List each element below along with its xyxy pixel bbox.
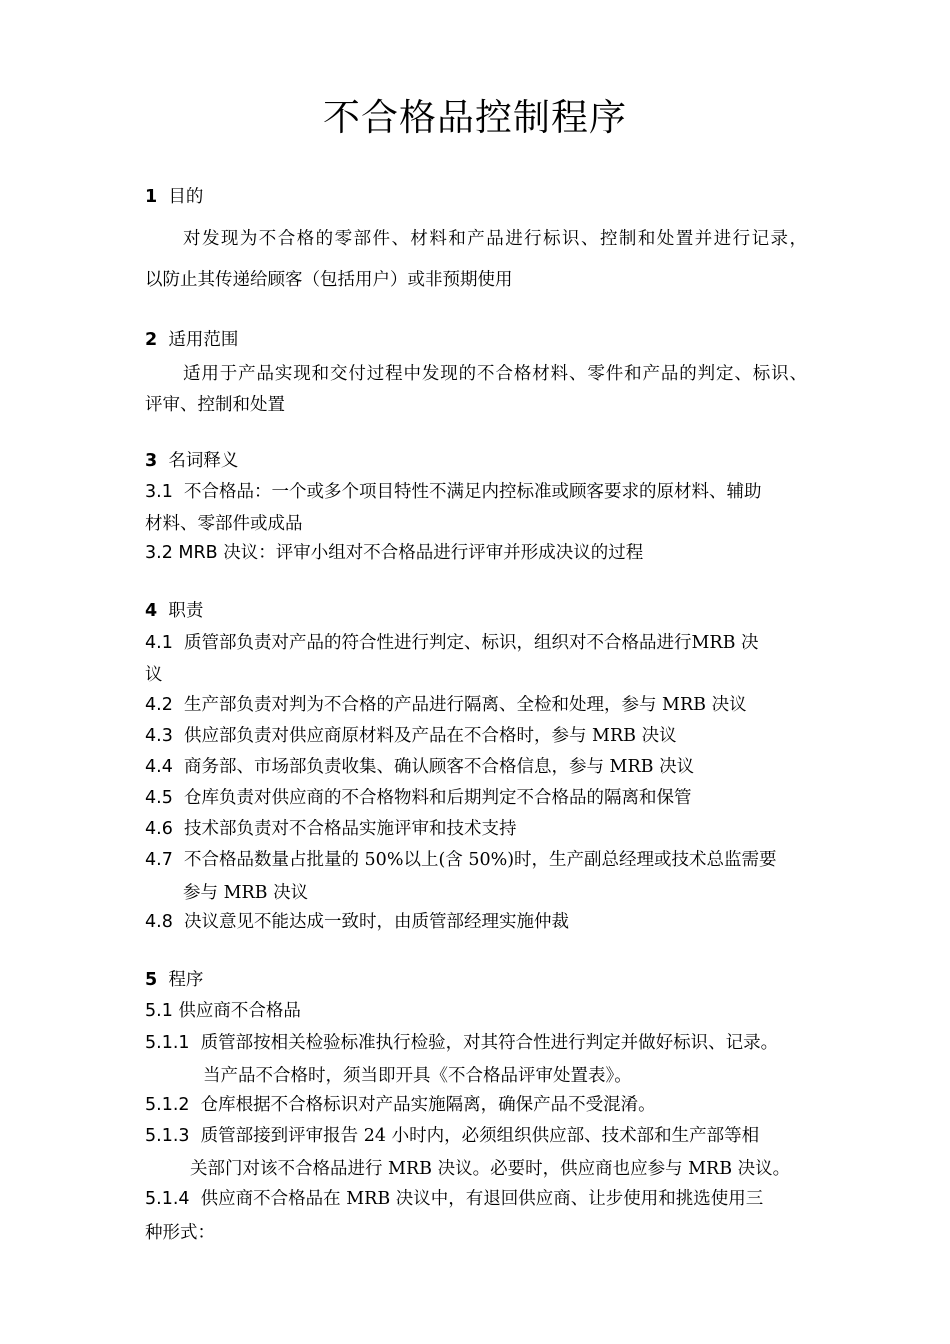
item-number: 3.2 MRB bbox=[145, 543, 218, 563]
item-number: 3.1 bbox=[145, 482, 173, 502]
section-4-heading bbox=[145, 598, 203, 624]
item-number: 4.5 bbox=[145, 788, 173, 808]
item-text: 商务部、市场部负责收集、确认顾客不合格信息，参与 MRB 决议 bbox=[183, 757, 695, 777]
paragraph-line: 议 bbox=[145, 665, 163, 685]
section-title: 目的 bbox=[168, 187, 204, 207]
item-number: 5.1.3 bbox=[145, 1126, 190, 1146]
section-title: 程序 bbox=[168, 970, 204, 990]
item-number: 4.6 bbox=[145, 819, 173, 839]
item-number: 4.3 bbox=[145, 726, 173, 746]
section-title: 职责 bbox=[168, 601, 204, 621]
list-item bbox=[145, 847, 777, 873]
paragraph-line: 评审、控制和处置 bbox=[145, 395, 285, 415]
document-title: 不合格品控制程序 bbox=[323, 96, 627, 139]
section-3-heading bbox=[145, 448, 238, 474]
item-number: 5.1.2 bbox=[145, 1095, 190, 1115]
item-text: 决议：评审小组对不合格品进行评审并形成决议的过程 bbox=[223, 543, 644, 563]
item-number: 5.1.1 bbox=[145, 1033, 190, 1053]
list-item bbox=[145, 909, 569, 935]
item-text: 质管部按相关检验标准执行检验，对其符合性进行判定并做好标识、记录。 bbox=[200, 1033, 779, 1053]
list-item bbox=[145, 540, 643, 566]
section-number: 2 bbox=[145, 330, 158, 350]
item-text: 供应商不合格品在 MRB 决议中，有退回供应商、让步使用和挑选使用三 bbox=[200, 1189, 764, 1209]
item-text: 不合格品数量占批量的 50%以上(含 50%)时，生产副总经理或技术总监需要 bbox=[183, 850, 777, 870]
paragraph-line: 关部门对该不合格品进行 MRB 决议。必要时，供应商也应参与 MRB 决议。 bbox=[190, 1159, 791, 1179]
item-text: 质管部接到评审报告 24 小时内，必须组织供应部、技术部和生产部等相 bbox=[200, 1126, 760, 1146]
item-text: 供应部负责对供应商原材料及产品在不合格时，参与 MRB 决议 bbox=[183, 726, 677, 746]
item-number: 4.1 bbox=[145, 633, 173, 653]
section-2-heading bbox=[145, 327, 238, 353]
paragraph-line: 当产品不合格时，须当即开具《不合格品评审处置表》。 bbox=[203, 1066, 632, 1086]
section-title: 适用范围 bbox=[168, 330, 239, 350]
list-item bbox=[145, 1092, 656, 1118]
item-number: 4.4 bbox=[145, 757, 173, 777]
section-title: 名词释义 bbox=[168, 451, 239, 471]
subsection-heading: 5.1 供应商不合格品 bbox=[145, 1001, 301, 1021]
section-number: 1 bbox=[145, 187, 158, 207]
list-item bbox=[145, 479, 761, 505]
section-number: 4 bbox=[145, 601, 158, 621]
paragraph-line: 种形式： bbox=[145, 1223, 215, 1243]
list-item bbox=[145, 630, 759, 656]
paragraph-line: 以防止其传递给顾客（包括用户）或非预期使用 bbox=[145, 270, 513, 290]
item-text: 仓库负责对供应商的不合格物料和后期判定不合格品的隔离和保管 bbox=[183, 788, 692, 808]
paragraph-line: 对发现为不合格的零部件、材料和产品进行标识、控制和处置并进行记录， bbox=[183, 229, 807, 249]
list-item bbox=[145, 1186, 763, 1212]
section-5-heading bbox=[145, 967, 203, 993]
item-text: 质管部负责对产品的符合性进行判定、标识，组织对不合格品进行MRB 决 bbox=[183, 633, 759, 653]
list-item bbox=[145, 1123, 759, 1149]
paragraph-line: 适用于产品实现和交付过程中发现的不合格材料、零件和产品的判定、标识、 bbox=[183, 364, 807, 384]
paragraph-line: 材料、零部件或成品 bbox=[145, 514, 303, 534]
list-item bbox=[145, 754, 694, 780]
list-item bbox=[145, 723, 677, 749]
section-1-heading bbox=[145, 184, 203, 210]
paragraph-line: 参与 MRB 决议 bbox=[183, 883, 309, 903]
list-item bbox=[145, 1030, 778, 1056]
item-number: 5.1.4 bbox=[145, 1189, 190, 1209]
list-item bbox=[145, 692, 747, 718]
list-item bbox=[145, 785, 691, 811]
item-text: 不合格品：一个或多个项目特性不满足内控标准或顾客要求的原材料、辅助 bbox=[183, 482, 762, 502]
section-number: 5 bbox=[145, 970, 158, 990]
item-text: 生产部负责对判为不合格的产品进行隔离、全检和处理，参与 MRB 决议 bbox=[183, 695, 747, 715]
item-number: 4.2 bbox=[145, 695, 173, 715]
item-text: 技术部负责对不合格品实施评审和技术支持 bbox=[183, 819, 517, 839]
item-text: 决议意见不能达成一致时，由质管部经理实施仲裁 bbox=[183, 912, 569, 932]
item-number: 4.7 bbox=[145, 850, 173, 870]
list-item bbox=[145, 816, 516, 842]
item-text: 仓库根据不合格标识对产品实施隔离，确保产品不受混淆。 bbox=[200, 1095, 656, 1115]
item-number: 4.8 bbox=[145, 912, 173, 932]
section-number: 3 bbox=[145, 451, 158, 471]
